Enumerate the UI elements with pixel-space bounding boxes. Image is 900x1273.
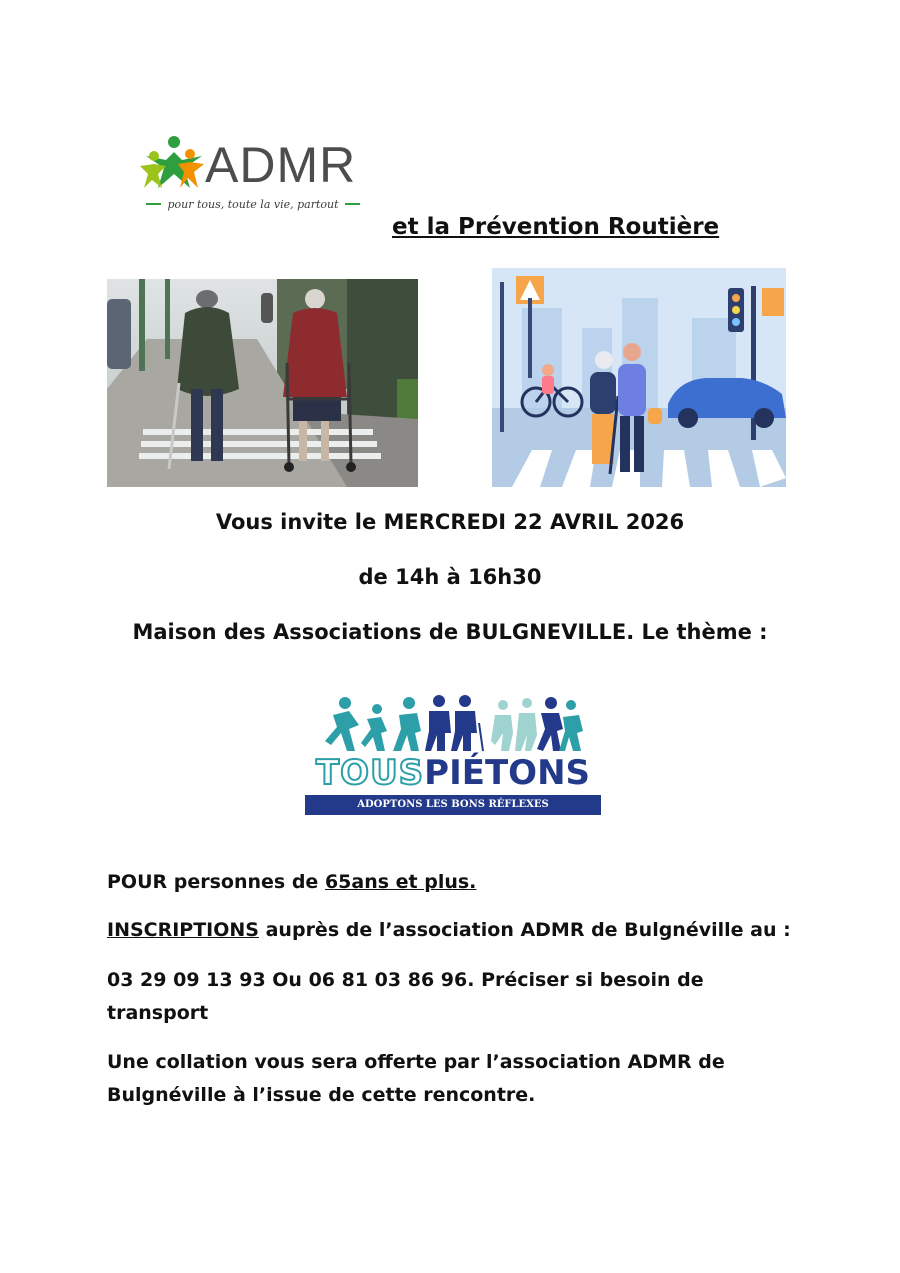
tous-pietons-banner: ADOPTONS LES BONS RÉFLEXES bbox=[305, 795, 601, 815]
admr-figures-icon bbox=[138, 134, 208, 192]
inscriptions-text: auprès de l’association ADMR de Bulgnéville au : bbox=[259, 919, 791, 941]
event-time: de 14h à 16h30 bbox=[358, 565, 542, 589]
audience-prefix: POUR personnes de bbox=[107, 871, 325, 893]
admr-tagline bbox=[146, 196, 360, 212]
tous-pietons-word-tous: TOUS bbox=[315, 753, 425, 793]
inscriptions-line bbox=[107, 914, 807, 947]
tous-pietons-logo bbox=[303, 695, 603, 817]
tous-pietons-wordmark bbox=[303, 753, 603, 793]
elderly-pedestrians-photo bbox=[107, 279, 418, 487]
tagline-text: pour tous, toute la vie, partout bbox=[167, 197, 339, 211]
tous-pietons-word-pietons: PIÉTONS bbox=[424, 753, 591, 793]
collation-note: Une collation vous sera offerte par l’association ADMR de Bulgnéville à l’issue de cette rencontre. bbox=[107, 1051, 725, 1106]
audience-line bbox=[107, 866, 807, 899]
event-place: Maison des Associations de BULGNEVILLE. Le thème : bbox=[132, 620, 768, 644]
pedestrians-icon bbox=[325, 695, 583, 753]
crosswalk-illustration bbox=[492, 268, 786, 487]
audience-age: 65ans et plus. bbox=[324, 871, 477, 893]
admr-logo-text: ADMR bbox=[205, 137, 357, 193]
tagline-rule-right bbox=[345, 203, 360, 205]
phone-numbers: 03 29 09 13 93 Ou 06 81 03 86 96. Préciser si besoin de transport bbox=[107, 969, 704, 1024]
inscriptions-label: INSCRIPTIONS bbox=[107, 919, 259, 941]
event-invite: Vous invite le MERCREDI 22 AVRIL 2026 bbox=[215, 510, 685, 534]
tagline-rule-left bbox=[146, 203, 161, 205]
subtitle: et la Prévention Routière bbox=[392, 214, 720, 240]
